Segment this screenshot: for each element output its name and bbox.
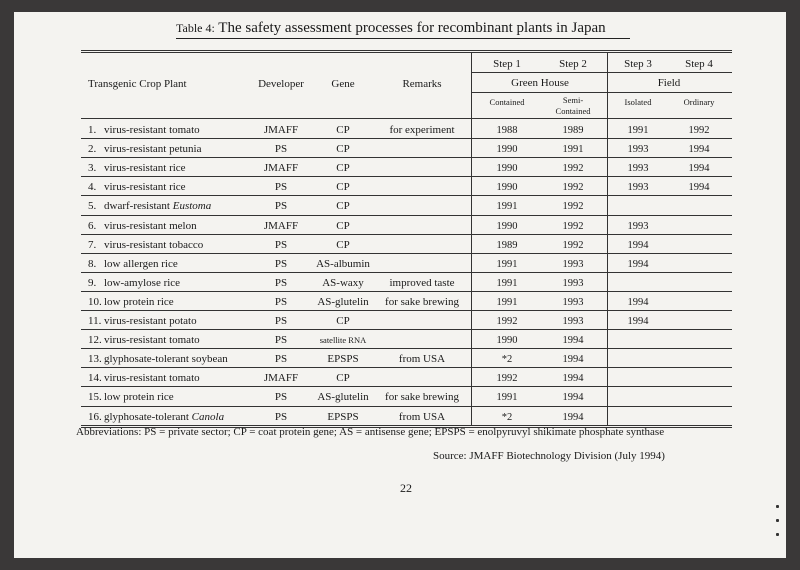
table-top-rule	[81, 50, 732, 51]
row-step2: 1994	[562, 354, 584, 365]
row-step1: 1991	[496, 201, 518, 212]
row-step3: 1994	[627, 316, 649, 327]
row-step3: 1994	[627, 259, 649, 270]
row-number: 2.	[88, 143, 97, 155]
row-gene: AS-waxy	[322, 277, 364, 289]
row-number: 11.	[88, 315, 102, 327]
row-developer: JMAFF	[263, 220, 299, 232]
row-step1: 1990	[496, 335, 518, 346]
row-step1: 1991	[496, 259, 518, 270]
header-rule-1	[471, 72, 732, 73]
row-step2: 1992	[562, 182, 584, 193]
row-step1: *2	[501, 354, 513, 365]
row-divider	[81, 310, 732, 311]
row-step1: *2	[501, 412, 513, 423]
header-step3: Step 3	[624, 58, 652, 70]
row-step4: 1994	[688, 163, 710, 174]
row-developer: JMAFF	[263, 124, 299, 136]
row-plant-name	[104, 239, 203, 252]
row-plant-name	[104, 124, 200, 137]
row-divider	[81, 272, 732, 273]
row-step2: 1993	[562, 259, 584, 270]
row-plant-name	[104, 181, 186, 194]
row-step4: 1994	[688, 182, 710, 193]
header-step1: Step 1	[493, 58, 521, 70]
row-plant-species: Canola	[191, 411, 225, 423]
row-divider	[81, 406, 732, 407]
row-number: 14.	[88, 372, 102, 384]
row-plant-name	[104, 372, 200, 385]
row-gene: satellite RNA	[319, 335, 367, 345]
row-developer: PS	[274, 391, 288, 403]
row-plant-text: low protein rice	[104, 391, 174, 403]
row-developer: PS	[274, 200, 288, 212]
source-note: Source: JMAFF Biotechnology Division (July 1994)	[433, 450, 665, 462]
row-number: 1.	[88, 124, 97, 136]
row-step3: 1991	[627, 125, 649, 136]
row-developer: PS	[274, 334, 288, 346]
col-divider-step1	[471, 52, 472, 425]
row-number: 6.	[88, 220, 97, 232]
row-gene: AS-albumin	[316, 258, 370, 270]
row-plant-text: virus-resistant tomato	[104, 334, 200, 346]
row-gene: EPSPS	[327, 411, 359, 423]
title-underline	[176, 38, 630, 39]
row-divider	[81, 291, 732, 292]
row-number: 12.	[88, 334, 102, 346]
row-step2: 1994	[562, 373, 584, 384]
row-gene: CP	[336, 124, 350, 136]
header-ordinary: Ordinary	[683, 97, 715, 107]
row-divider	[81, 253, 732, 254]
table-title	[176, 20, 606, 37]
row-step1: 1990	[496, 182, 518, 193]
row-divider	[81, 138, 732, 139]
row-step2: 1991	[562, 144, 584, 155]
table-top-rule-2	[81, 52, 732, 53]
abbreviations-note: Abbreviations: PS = private sector; CP = coat protein gene; AS = antisense gene; EPSPS = enolpyruvyl shikimate phosphate synthase	[76, 426, 665, 438]
header-isolated: Isolated	[624, 97, 652, 107]
header-bottom-rule	[81, 118, 732, 119]
row-divider	[81, 234, 732, 235]
header-step2: Step 2	[559, 58, 587, 70]
col-divider-step3	[607, 52, 608, 425]
row-plant-name	[104, 220, 197, 233]
row-developer: PS	[274, 143, 288, 155]
row-divider	[81, 386, 732, 387]
row-divider	[81, 329, 732, 330]
row-plant-text: low allergen rice	[104, 258, 178, 270]
row-step1: 1992	[496, 373, 518, 384]
row-step1: 1991	[496, 297, 518, 308]
row-step1: 1988	[496, 125, 518, 136]
row-gene: CP	[336, 315, 350, 327]
row-step1: 1992	[496, 316, 518, 327]
row-plant-text: virus-resistant tomato	[104, 124, 200, 136]
row-plant-name	[104, 277, 180, 290]
row-developer: PS	[274, 315, 288, 327]
header-plant: Transgenic Crop Plant	[88, 78, 187, 90]
row-step1: 1990	[496, 144, 518, 155]
header-rule-2	[471, 92, 732, 93]
row-divider	[81, 195, 732, 196]
row-plant-text: virus-resistant petunia	[104, 143, 202, 155]
header-step4: Step 4	[685, 58, 713, 70]
row-step2: 1994	[562, 392, 584, 403]
row-step3: 1993	[627, 221, 649, 232]
row-step1: 1989	[496, 240, 518, 251]
row-plant-text: dwarf-resistant	[104, 200, 173, 212]
row-step2: 1993	[562, 316, 584, 327]
row-gene: CP	[336, 143, 350, 155]
row-plant-text: glyphosate-tolerant soybean	[104, 353, 228, 365]
row-step4: 1994	[688, 144, 710, 155]
row-remarks: for experiment	[389, 124, 455, 136]
header-field: Field	[657, 77, 681, 89]
row-plant-name	[104, 353, 228, 366]
row-plant-name	[104, 334, 200, 347]
row-step1: 1991	[496, 392, 518, 403]
scan-specks	[776, 505, 780, 539]
row-step2: 1994	[562, 412, 584, 423]
row-step4: 1992	[688, 125, 710, 136]
row-step2: 1992	[562, 221, 584, 232]
row-plant-species: Eustoma	[172, 200, 212, 212]
row-remarks: from USA	[398, 353, 446, 365]
row-gene: CP	[336, 372, 350, 384]
row-developer: PS	[274, 411, 288, 423]
row-step3: 1993	[627, 144, 649, 155]
row-plant-text: virus-resistant tomato	[104, 372, 200, 384]
header-semi-contained-line1: Semi-	[562, 95, 584, 105]
row-gene: CP	[336, 181, 350, 193]
row-plant-text: virus-resistant melon	[104, 220, 197, 232]
row-step2: 1993	[562, 297, 584, 308]
row-step3: 1994	[627, 297, 649, 308]
row-developer: PS	[274, 277, 288, 289]
row-plant-text: virus-resistant potato	[104, 315, 197, 327]
row-remarks: for sake brewing	[385, 391, 459, 403]
table-title-prefix: Table 4:	[176, 21, 215, 35]
row-gene: EPSPS	[327, 353, 359, 365]
row-step3: 1994	[627, 240, 649, 251]
row-step3: 1993	[627, 182, 649, 193]
header-remarks: Remarks	[402, 78, 442, 90]
row-plant-name	[104, 391, 174, 404]
page-number: 22	[400, 481, 412, 495]
row-remarks: improved taste	[389, 277, 455, 289]
row-plant-text: virus-resistant rice	[104, 181, 186, 193]
row-gene: CP	[336, 162, 350, 174]
row-step1: 1990	[496, 221, 518, 232]
row-step3: 1993	[627, 163, 649, 174]
header-gene: Gene	[331, 78, 355, 90]
row-plant-text: virus-resistant rice	[104, 162, 186, 174]
row-step2: 1992	[562, 163, 584, 174]
row-developer: PS	[274, 239, 288, 251]
row-number: 13.	[88, 353, 102, 365]
row-step2: 1989	[562, 125, 584, 136]
row-plant-text: low-amylose rice	[104, 277, 181, 289]
row-plant-name	[104, 315, 197, 328]
row-gene: AS-glutelin	[317, 391, 369, 403]
row-divider	[81, 367, 732, 368]
row-plant-name	[104, 296, 174, 309]
row-gene: CP	[336, 220, 350, 232]
row-plant-text: glyphosate-tolerant	[104, 411, 192, 423]
header-semi-contained-line2: Contained	[555, 106, 591, 116]
row-step2: 1994	[562, 335, 584, 346]
row-number: 16.	[88, 411, 102, 423]
row-developer: PS	[274, 296, 288, 308]
row-developer: JMAFF	[263, 162, 299, 174]
row-developer: PS	[274, 353, 288, 365]
row-number: 15.	[88, 391, 102, 403]
row-developer: PS	[274, 181, 288, 193]
row-developer: JMAFF	[263, 372, 299, 384]
header-contained: Contained	[489, 97, 525, 107]
row-plant-name	[104, 258, 178, 271]
row-number: 8.	[88, 258, 97, 270]
row-plant-name	[104, 200, 211, 213]
row-plant-name	[104, 411, 224, 424]
row-number: 4.	[88, 181, 97, 193]
row-remarks: from USA	[398, 411, 446, 423]
row-number: 3.	[88, 162, 97, 174]
row-step1: 1990	[496, 163, 518, 174]
row-number: 5.	[88, 200, 97, 212]
row-plant-name	[104, 143, 201, 156]
row-plant-text: low protein rice	[104, 296, 174, 308]
row-step2: 1993	[562, 278, 584, 289]
row-step1: 1991	[496, 278, 518, 289]
row-gene: CP	[336, 200, 350, 212]
row-step2: 1992	[562, 240, 584, 251]
row-divider	[81, 348, 732, 349]
row-plant-text: virus-resistant tobacco	[104, 239, 204, 251]
row-developer: PS	[274, 258, 288, 270]
row-number: 10.	[88, 296, 102, 308]
row-number: 7.	[88, 239, 97, 251]
row-plant-name	[104, 162, 186, 175]
row-divider	[81, 157, 732, 158]
row-gene: CP	[336, 239, 350, 251]
header-green-house: Green House	[511, 77, 569, 89]
row-remarks: for sake brewing	[385, 296, 459, 308]
row-divider	[81, 215, 732, 216]
row-gene: AS-glutelin	[317, 296, 369, 308]
row-number: 9.	[88, 277, 97, 289]
table-title-text: The safety assessment processes for recombinant plants in Japan	[218, 20, 606, 36]
header-developer: Developer	[258, 78, 304, 90]
row-divider	[81, 176, 732, 177]
row-step2: 1992	[562, 201, 584, 212]
